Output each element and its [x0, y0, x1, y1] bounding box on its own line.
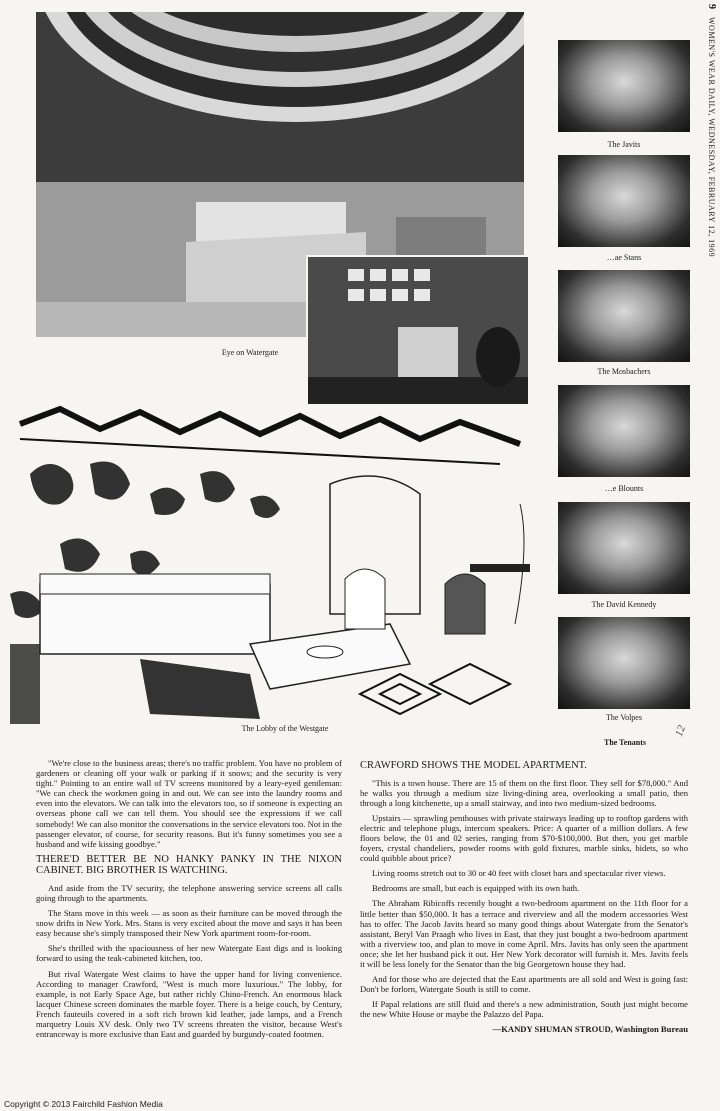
margin-note: 12: [672, 723, 689, 739]
masthead-vertical: [695, 4, 717, 304]
portrait-caption: …ae Stans: [606, 253, 642, 262]
paragraph: "We're close to the business areas; there's no traffic problem. You have no problem of gardeners or cleaning off your walk or parking if it snows; and the security is very tight." Pointing to an entire wall of TV screens monitored by a leary-eyed gentleman: "We can check the workmen going in and out. We can see into the laundry rooms and even into the elevators. We can talk into the elevators too, so if someone is expecting an overseas phone call we can tell them. You should see the expressions if we call somebody! We can also monitor the conversations in the service elevators too. Not in the passenger elevator, of course, for security reasons. But it's funny sometimes you see a husband and wife kissing goodbye.": [36, 758, 342, 849]
sketch-caption: The Lobby of the Westgate: [241, 724, 329, 733]
portrait-caption: …e Blounts: [604, 484, 644, 493]
paragraph: "This is a town house. There are 15 of them on the first floor. They sell for $78,000." And he walks you through a medium size living-dining area, overlooking a small patio, then through a long kitchenette, up a small stairway, and into two medium-sized bedrooms.: [360, 777, 688, 808]
main-photo-caption: Eye on Watergate: [221, 348, 279, 357]
paragraph: She's thrilled with the spaciousness of her new Watergate East digs and is looking forward to using the teak-cabineted kitchen, too.: [36, 943, 342, 964]
masthead-text: WOMEN'S WEAR DAILY, WEDNESDAY, FEBRUARY 12, 1969: [707, 17, 716, 258]
paragraph: And for those who are dejected that the East apartments are all sold and West is going fast: Don't be forlorn, Watergate South is still to come.: [360, 974, 688, 995]
portrait-caption: The Javits: [607, 140, 641, 149]
copyright-notice: Copyright © 2013 Fairchild Fashion Media: [4, 1099, 163, 1109]
security-monitor-photo: [306, 255, 530, 407]
paragraph: Living rooms stretch out to 30 or 40 feet with closet bars and spectacular river views.: [372, 868, 666, 879]
section-heading: THERE'D BETTER BE NO HANKY PANKY IN THE NIXON CABINET. BIG BROTHER IS WATCHING.: [36, 853, 342, 877]
portrait-stans: [558, 155, 690, 247]
portrait-caption: The David Kennedy: [591, 600, 657, 609]
page-number: 9: [706, 4, 717, 10]
paragraph: Upstairs — sprawling penthouses with private stairways leading up to rooftop gardens with electric and telephone plugs, intercom speakers. Price: A quarter of a million dollars. A few floors below, the 01 and 02 series, ranging from $70-$100,000. But then, you get marble foyers, crystal chandeliers, powder rooms with gold fixtures, marble sinks, bidets, so who could quibble about price?: [360, 812, 688, 864]
paragraph: The Abraham Ribicoffs recently bought a two-bedroom apartment on the 11th floor for a little better than $50,000. It has a terrace and riverview and all the modern accessories West has to offer. The Jacob Javits heard so many good things about Watergate from the Senator's assistant, Beryl Van Praagh who lives in East, that they just bought a two-bedroom apartment with a riverview too, and plan to move in come April. Mrs. Javits has only seen the apartment once; she let her husband pick it out. Her New York decorator will furnish it. Mrs. Javits feels it will be less lonely for the Senator than the big Georgetown house they had.: [360, 898, 688, 969]
section-heading: CRAWFORD SHOWS THE MODEL APARTMENT.: [360, 760, 587, 771]
portrait-volpes: [558, 617, 690, 709]
lobby-sketch: [0, 404, 540, 734]
portrait-javits: [558, 40, 690, 132]
paragraph: Bedrooms are small, but each is equipped with its own bath.: [372, 883, 580, 894]
portrait-caption: The Mosbachers: [597, 367, 651, 376]
tenants-caption: The Tenants: [603, 738, 647, 747]
paragraph: The Stans move in this week — as soon as their furniture can be moved through the snow drifts in New York. Mrs. Stans is very excited about the move and says it has been easy because she's simply transposed their New York apartment room-for-room.: [36, 908, 342, 939]
portrait-blounts: [558, 385, 690, 477]
portrait-mosbachers: [558, 270, 690, 362]
byline: —KANDY SHUMAN STROUD, Washington Bureau: [492, 1024, 688, 1035]
article-left-column: [36, 758, 342, 1044]
paragraph: But rival Watergate West claims to have the upper hand for living convenience. According to manager Crawford, "West is much more luxurious." The lobby, for example, is not Early Space Age, but rather richly Chino-French. An enormous black lacquer Chinese screen dominates the marble foyer. There is a beige couch, by Century, French fauteuils covered in a soft rich brown kid leather, jade lamps, and a French marquetry Louis XV desk. Only two TV screens threaten the visitor, because West's entranceway is more exclusive than East and guarded by burgundy-coated footmen.: [36, 968, 342, 1040]
paragraph: And aside from the TV security, the telephone answering service screens all calls going through to the apartments.: [36, 882, 342, 903]
portrait-caption: The Volpes: [606, 713, 642, 722]
portrait-kennedy: [558, 502, 690, 594]
monitor-photo-art: [308, 257, 528, 405]
paragraph: If Papal relations are still fluid and there's a new administration, South just might become the new White House or maybe the Palazzo del Papa.: [360, 999, 688, 1020]
article-right-column: [360, 760, 688, 1035]
